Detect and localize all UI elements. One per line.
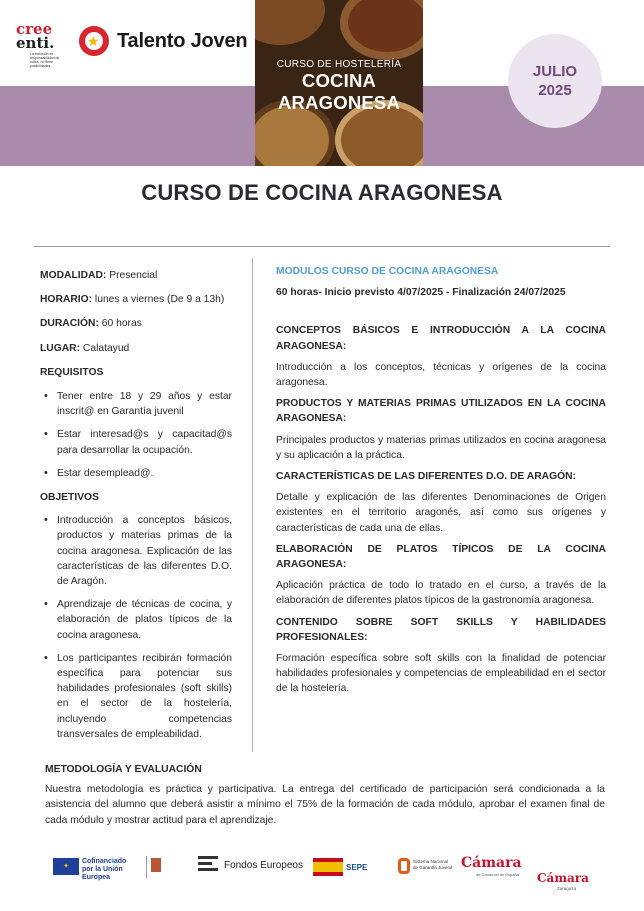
modules-schedule: 60 horas- Inicio previsto 4/07/2025 - Finalización 24/07/2025 — [276, 287, 566, 299]
spain-flag-icon — [313, 858, 343, 876]
module-title: ELABORACIÓN DE PLATOS TÍPICOS DE LA COCINA ARAGONESA: — [276, 543, 606, 571]
horario-label: HORARIO: — [40, 294, 93, 306]
hero-subtitle: CURSO DE HOSTELERÍA — [276, 59, 402, 70]
lugar-value: Calatayud — [80, 342, 130, 354]
metodologia-text: Nuestra metodología es práctica y participativa. La entrega del certificado de participación será condicionada a la asistencia del alumno que deberá asistir a mínimo el 75% de la formación de cada módulo, aprobar el examen final de cada módulo y mostrar actitud para el aprendizaje. — [45, 783, 605, 826]
module-text: Formación específica sobre soft skills con la finalidad de potenciar habilidades profesionales y competencias de empleabilidad en el sector de la hostelería. — [276, 653, 606, 695]
requisitos-list — [40, 389, 232, 481]
column-divider — [252, 258, 253, 752]
date-badge — [508, 34, 602, 128]
modalidad-label: MODALIDAD: — [40, 270, 107, 281]
list-item: • Estar interesad@s y capacitad@s para desarrollar la ocupación. — [40, 427, 232, 457]
metodologia-title: METODOLOGÍA Y EVALUACIÓN — [45, 764, 202, 775]
left-column — [40, 268, 232, 742]
requisitos-title: REQUISITOS — [40, 366, 104, 378]
list-item: • Estar desemplead@. — [40, 466, 232, 481]
creenti-word-bottom: enti. — [16, 34, 55, 52]
page-title: CURSO DE COCINA ARAGONESA — [141, 180, 503, 205]
camara-zaragoza-logo: Cámara — [537, 871, 589, 885]
camara-espana-sub: de Comercio de España — [476, 872, 519, 877]
module-title: CARACTERÍSTICAS DE LAS DIFERENTES D.O. DE ARAGÓN: — [276, 471, 576, 483]
modalidad — [40, 268, 232, 283]
garantia-juvenil-icon — [398, 858, 410, 874]
creenti-logo — [16, 22, 66, 72]
modalidad-value: Presencial — [106, 270, 158, 281]
lugar — [40, 341, 232, 356]
footer-logos — [0, 848, 644, 898]
date-year: 2025 — [538, 82, 572, 99]
list-item: • Los participantes recibirán formación específica para potenciar sus habilidades profesionales (soft skills) en el sector de la hostelería, incluyendo competencias transversales de empleabilidad. — [40, 651, 232, 742]
list-item: • Tener entre 18 y 29 años y estar inscrit@ en Garantía juvenil — [40, 389, 232, 419]
duracion-label: DURACIÓN: — [40, 318, 99, 330]
fondos-europeos-text: Fondos Europeos — [224, 860, 303, 871]
module-text: Aplicación práctica de todo lo tratado en el curso, a través de la elaboración de diferentes platos típicos de la gastronomía aragonesa. — [276, 580, 606, 607]
module-text: Principales productos y materias primas utilizados en cocina aragonesa y su aplicación a la práctica. — [276, 434, 606, 461]
horario — [40, 292, 232, 307]
eu-flag-icon: ✦ — [53, 858, 79, 875]
module-title: CONCEPTOS BÁSICOS E INTRODUCCIÓN A LA COCINA ARAGONESA: — [276, 325, 606, 352]
fondos-europeos-icon — [198, 856, 218, 876]
module-title: CONTENIDO SOBRE SOFT SKILLS Y HABILIDADES PROFESIONALES: — [276, 616, 606, 643]
objetivos-list — [40, 513, 232, 742]
module-text: Detalle y explicación de las diferentes Denominaciones de Origen existentes en el territorio aragonés, así como sus orígenes y características de cada una de ellas. — [276, 492, 606, 534]
sepe-logo: SEPE — [346, 863, 368, 872]
date-month: JULIO — [532, 63, 578, 80]
module-text: Introducción a los conceptos, técnicas y orígenes de la cocina aragonesa. — [276, 361, 606, 389]
hero-title: COCINA ARAGONESA — [277, 70, 401, 113]
talento-joven-logo — [79, 26, 247, 56]
list-item: • Aprendizaje de técnicas de cocina, y elaboración de platos típicos de la cocina aragonesa. — [40, 597, 232, 643]
duracion — [40, 316, 232, 331]
horario-value: lunes a viernes (De 9 a 13h) — [92, 294, 225, 306]
objetivos-title: OBJETIVOS — [40, 492, 99, 504]
garantia-juvenil-text: Sistema Nacional de Garantía Juvenil — [413, 859, 453, 870]
creenti-tagline: La inclusión es responsabilidad de todos, no tiene posibilidades — [30, 52, 60, 68]
talento-joven-icon: ★ — [79, 26, 109, 56]
lugar-label: LUGAR: — [40, 342, 81, 354]
camara-zaragoza-sub: Zaragoza — [557, 886, 577, 891]
camara-espana-logo: Cámara — [461, 855, 522, 871]
talento-joven-text: Talento Joven — [117, 29, 248, 52]
hero-image — [255, 0, 423, 166]
list-item: • Introducción a conceptos básicos, productos y materias primas de la cocina aragonesa. Explicación de las características de las diferentes D.O. de Aragón. — [40, 513, 232, 589]
divider — [34, 246, 610, 247]
duracion-value: 60 horas — [98, 318, 142, 330]
creenti-word-top: cree — [16, 20, 53, 38]
metodologia-section — [45, 762, 605, 828]
gobierno-logo-icon — [146, 856, 189, 878]
module-title: PRODUCTOS Y MATERIAS PRIMAS UTILIZADOS EN LA COCINA ARAGONESA: — [276, 398, 606, 425]
modules-title: MODULOS CURSO DE COCINA ARAGONESA — [276, 266, 499, 277]
right-column — [276, 264, 606, 697]
eu-logo-text: Cofinanciado por la Unión Europea — [82, 858, 127, 881]
